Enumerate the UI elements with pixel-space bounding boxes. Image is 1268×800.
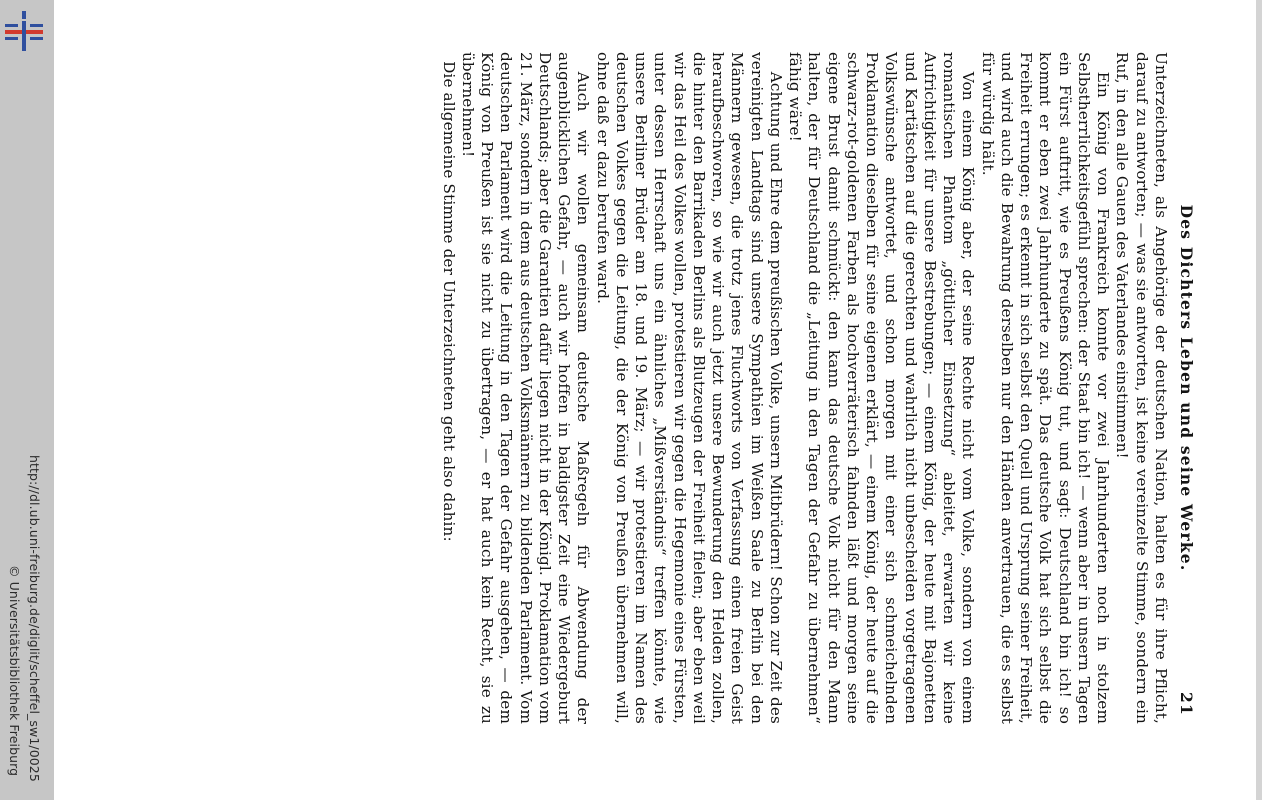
paragraph: Unterzeichneten, als Angehörige der deutschen Nation, halten es für ihre Pflicht, darauf zu antworten; — was sie antworten, ist keine vereinzelte Stimme, sondern ein Ruf, in den alle Gauen des Vaterlandes einstimmen! [1113,52,1170,724]
running-head-title: Des Dichters Leben und seine Werke. [1177,204,1196,572]
body-text [439,52,1171,724]
page-number: 21 [1177,692,1196,716]
paragraph: Von einem König aber, der seine Rechte nicht vom Volke, sondern von einem romantischen Phantom „göttlicher Einsetzung“ ableitet, erwarten wir keine Aufrichtigkeit für unsere Bestrebungen; — einem König, der heute mit Bajonetten und Kartätschen auf die gerechten und wahrlich nicht unbescheiden vorgetragenen Volkswünsche antwortet, und schon morgen mit einer sich schmeichelnden Proklamation dieselben für seine eigenen erklärt, — einem König, der heute auf die schwarz-rot-goldenen Farben als hochverräterisch fahnden läßt und morgen seine eigene Brust damit schmückt: den kann das deutsche Volk nicht für den Mann halten, der für Deutschland die „Leitung in den Tagen der Gefahr zu übernehmen“ fähig wäre! [786,52,978,724]
paragraph: Ein König von Frankreich konnte vor zwei Jahrhunderten noch in stolzem Selbstherrlichkeitsgefühl sprechen: der Staat bin ich! — wenn aber in unsern Tagen ein Fürst auftritt, wie es Preußens König tut, und sagt: Deutschland bin ich! so kommt er eben zwei Jahrhunderte zu spät. Das deutsche Volk hat sich selbst die Freiheit errungen; es erkennt in sich selbst den Quell und Ursprung seiner Freiheit, und wird auch die Bewahrung derselben nur den Händen anvertrauen, die es selbst für würdig hält. [978,52,1113,724]
viewer-sidebar [0,0,54,800]
paragraph: Auch wir wollen gemeinsam deutsche Maßregeln für Abwendung der augenblicklichen Gefahr, — auch wir hoffen in baldigster Zeit eine Wiedergeburt Deutschlands; aber die Garantien dafür liegen nicht in der Königl. Proklamation vom 21. März, sondern in dem aus deutschen Volksmännern zu bildenden Parlament. Vom deutschen Parlament wird die Leitung in den Tagen der Gefahr ausgehen, — dem König von Preußen ist sie nicht zu übertragen, — er hat auch kein Recht, sie zu übernehmen! [459,52,593,724]
source-url[interactable]: http://dl.ub.uni-freiburg.de/diglit/scheffel_sw1/0025 [27,455,42,782]
page-edge [1256,0,1262,800]
paragraph: Achtung und Ehre dem preußischen Volke, unsern Mitbrüdern! Schon zur Zeit des vereinigten Landtags sind unsere Sympathien im Weißen Saale zu Berlin bei den Männern gewesen, die trotz jenes Fluchworts von Verfassung einen freien Geist heraufbeschworen, so wie wir auch jetzt unsere Bewunderung den Helden zollen, die hinter den Barrikaden Berlins als Blutzeugen der Freiheit fielen; aber eben weil wir das Heil des Volkes wollen, protestieren wir gegen die Hegemonie eines Fürsten, unter dessen Herrschaft uns ein ähnliches „Mißverständnis“ treffen könnte, wie unsere Berliner Brüder am 18. und 19. März; — wir protestieren im Namen des deutschen Volkes gegen die Leitung, die der König von Preußen übernehmen will, ohne daß er dazu berufen ward. [593,52,785,724]
library-logo-icon [4,10,44,52]
copyright-notice: © Universitätsbibliothek Freiburg [7,565,22,777]
paragraph: Die allgemeine Stimme der Unterzeichneten geht also dahin: [439,61,458,542]
page-text-block [154,52,1204,724]
running-head [1170,52,1204,724]
